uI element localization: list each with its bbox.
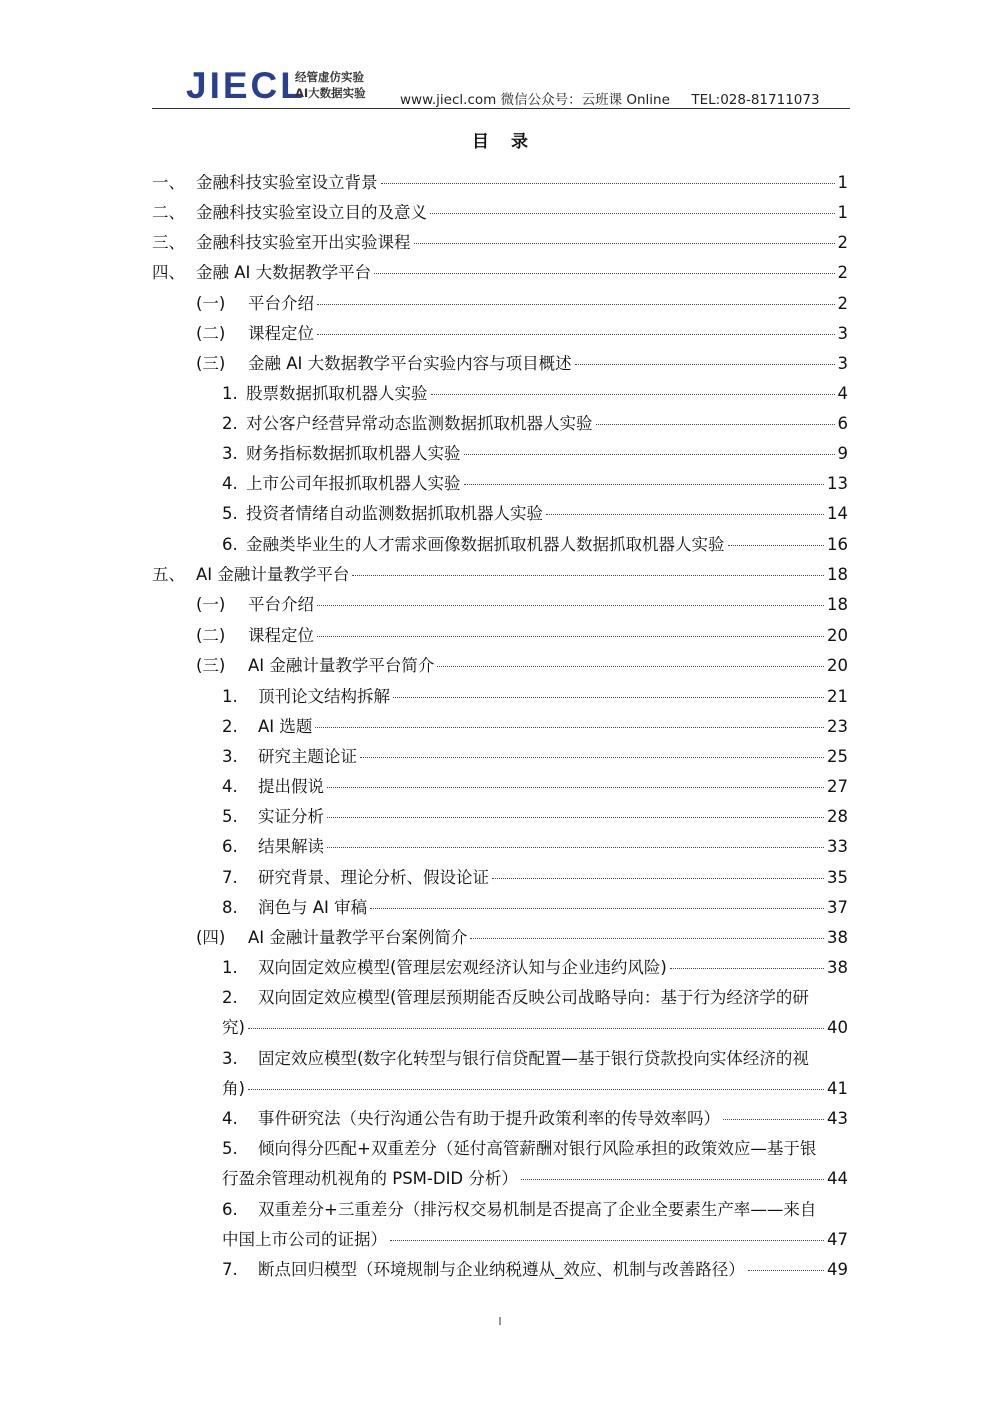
- toc-entry-text: AI 金融计量教学平台简介: [248, 656, 435, 675]
- toc-entry-number: 6.: [222, 1200, 238, 1219]
- toc-entry-number: 1.: [222, 384, 238, 403]
- logo-tagline: [295, 69, 366, 101]
- dot-leader: [248, 1089, 824, 1090]
- dot-leader: [575, 364, 835, 365]
- dot-leader: [546, 514, 824, 515]
- tagline-line-1: 经管虚仿实验: [295, 70, 364, 84]
- toc-entry-number: (二): [196, 324, 226, 343]
- toc-entry-text: AI 选题: [258, 717, 313, 736]
- toc-entry-text: 断点回归模型（环境规制与企业纳税遵从_效应、机制与改善路径）: [258, 1260, 745, 1279]
- toc-entry-text: 提出假说: [258, 777, 324, 796]
- toc-page-number: 44: [827, 1169, 848, 1188]
- toc-entry-text-continued: 角): [222, 1079, 245, 1098]
- dot-leader: [748, 1270, 824, 1271]
- toc-entry-text: 金融 AI 大数据教学平台: [196, 263, 372, 282]
- dot-leader: [381, 183, 835, 184]
- toc-page-number: 2: [837, 233, 848, 252]
- dot-leader: [723, 1119, 824, 1120]
- toc-page-number: 13: [827, 474, 848, 493]
- toc-entry-text: 平台介绍: [248, 294, 314, 313]
- toc-entry-number: 4.: [222, 1109, 238, 1128]
- toc-entry-text: 双向固定效应模型(管理层预期能否反映公司战略导向：基于行为经济学的研: [258, 988, 809, 1007]
- toc-entry-number: 3.: [222, 1049, 238, 1068]
- toc-entry-text: 顶刊论文结构拆解: [258, 687, 390, 706]
- toc-entry-text: 润色与 AI 审稿: [258, 898, 368, 917]
- dot-leader: [374, 273, 834, 274]
- toc-entry-text: 实证分析: [258, 807, 324, 826]
- page-header: [152, 62, 850, 108]
- toc-page-number: 18: [827, 595, 848, 614]
- dot-leader: [370, 908, 824, 909]
- dot-leader: [317, 334, 835, 335]
- toc-entry-number: 3.: [222, 444, 238, 463]
- toc-page-number: 1: [837, 173, 848, 192]
- toc-entry-text: 金融类毕业生的人才需求画像数据抓取机器人数据抓取机器人实验: [246, 535, 725, 554]
- toc-entry-text: 固定效应模型(数字化转型与银行信贷配置—基于银行贷款投向实体经济的视: [258, 1049, 809, 1068]
- toc-page-number: 23: [827, 717, 848, 736]
- toc-entry-text: AI 金融计量教学平台: [196, 565, 350, 584]
- dot-leader: [470, 938, 824, 939]
- dot-leader: [431, 394, 835, 395]
- dot-leader: [596, 424, 835, 425]
- dot-leader: [670, 968, 824, 969]
- toc-entry-text: 股票数据抓取机器人实验: [246, 384, 428, 403]
- toc-entry-text: 课程定位: [248, 626, 314, 645]
- toc-entry-number: (一): [196, 294, 226, 313]
- toc-page-number: 40: [827, 1018, 848, 1037]
- toc-page-number: 9: [837, 444, 848, 463]
- toc-entry-number: (三): [196, 354, 226, 373]
- toc-entry-text: AI 金融计量教学平台案例简介: [248, 928, 468, 947]
- toc-title: 目录: [472, 132, 550, 152]
- toc-entry-text: 双重差分+三重差分（排污权交易机制是否提高了企业全要素生产率——来自: [258, 1200, 817, 1219]
- dot-leader: [360, 757, 824, 758]
- toc-entry-number: 4.: [222, 777, 238, 796]
- dot-leader: [327, 817, 824, 818]
- toc-entry-text: 研究背景、理论分析、假设论证: [258, 868, 489, 887]
- toc-entry-text: 双向固定效应模型(管理层宏观经济认知与企业违约风险): [258, 958, 667, 977]
- toc-entry-number: 6.: [222, 837, 238, 856]
- toc-entry-number: 6.: [222, 535, 238, 554]
- contact-info: www.jiecl.com 微信公众号：云班课 Online TEL:028-81711073: [400, 92, 820, 108]
- toc-page-number: 37: [827, 898, 848, 917]
- dot-leader: [390, 1240, 824, 1241]
- toc-entry-number: 5.: [222, 1139, 238, 1158]
- dot-leader: [728, 545, 825, 546]
- toc-page-number: 16: [827, 535, 848, 554]
- toc-entry-number: (三): [196, 656, 226, 675]
- toc-page-number: 47: [827, 1230, 848, 1249]
- toc-entry-number: 7.: [222, 1260, 238, 1279]
- toc-entry-text: 课程定位: [248, 324, 314, 343]
- dot-leader: [521, 1179, 824, 1180]
- dot-leader: [430, 213, 835, 214]
- toc-page-number: 6: [837, 414, 848, 433]
- toc-page-number: 3: [837, 324, 848, 343]
- toc-entry-text: 倾向得分匹配+双重差分（延付高管薪酬对银行风险承担的政策效应—基于银: [258, 1139, 817, 1158]
- page-number: I: [498, 1315, 502, 1328]
- toc-page-number: 14: [827, 504, 848, 523]
- toc-entry-number: 2.: [222, 988, 238, 1007]
- toc-entry-number: 2.: [222, 414, 238, 433]
- toc-entry-number: 三、: [152, 233, 185, 252]
- toc-entry-text: 平台介绍: [248, 595, 314, 614]
- toc-entry-text: 金融科技实验室设立背景: [196, 173, 378, 192]
- toc-entry-number: 1.: [222, 687, 238, 706]
- dot-leader: [464, 454, 835, 455]
- toc-entry-number: (二): [196, 626, 226, 645]
- dot-leader: [317, 605, 824, 606]
- toc-entry-number: 5.: [222, 807, 238, 826]
- toc-page-number: 27: [827, 777, 848, 796]
- toc-entry-number: 3.: [222, 747, 238, 766]
- toc-entry-number: 4.: [222, 474, 238, 493]
- toc-entry-number: 8.: [222, 898, 238, 917]
- toc-page-number: 38: [827, 928, 848, 947]
- toc-entry-text: 金融科技实验室设立目的及意义: [196, 203, 427, 222]
- dot-leader: [464, 484, 825, 485]
- toc-page-number: 2: [837, 294, 848, 313]
- toc-page-number: 41: [827, 1079, 848, 1098]
- toc-entry-number: 二、: [152, 203, 185, 222]
- jiecl-logo: JIECL: [186, 65, 306, 106]
- toc-entry-text: 结果解读: [258, 837, 324, 856]
- dot-leader: [315, 727, 824, 728]
- toc-entry-text-continued: 中国上市公司的证据）: [222, 1230, 387, 1249]
- toc-entry-text: 事件研究法（央行沟通公告有助于提升政策利率的传导效率吗）: [258, 1109, 720, 1128]
- dot-leader: [437, 666, 824, 667]
- toc-entry-number: 2.: [222, 717, 238, 736]
- tagline-line-2: AI大数据实验: [295, 86, 366, 100]
- toc-entry-text: 金融科技实验室开出实验课程: [196, 233, 411, 252]
- toc-page-number: 35: [827, 868, 848, 887]
- toc-entry-number: 一、: [152, 173, 185, 192]
- dot-leader: [352, 575, 824, 576]
- toc-page-number: 28: [827, 807, 848, 826]
- toc-page-number: 3: [837, 354, 848, 373]
- dot-leader: [393, 697, 824, 698]
- toc-page-number: 33: [827, 837, 848, 856]
- dot-leader: [414, 243, 835, 244]
- toc-entry-number: 五、: [152, 565, 185, 584]
- header-divider: [152, 108, 850, 109]
- toc-entry-text: 金融 AI 大数据教学平台实验内容与项目概述: [248, 354, 572, 373]
- toc-page-number: 20: [827, 656, 848, 675]
- toc-page-number: 49: [827, 1260, 848, 1279]
- dot-leader: [317, 636, 824, 637]
- toc-entry-number: (四): [196, 928, 226, 947]
- dot-leader: [492, 878, 824, 879]
- dot-leader: [327, 787, 824, 788]
- toc-entry-text-continued: 究): [222, 1018, 245, 1037]
- toc-entry-number: 1.: [222, 958, 238, 977]
- toc-page-number: 20: [827, 626, 848, 645]
- toc-entry-text-continued: 行盈余管理动机视角的 PSM-DID 分析）: [222, 1169, 518, 1188]
- toc-entry-number: (一): [196, 595, 226, 614]
- dot-leader: [248, 1028, 824, 1029]
- toc-page-number: 25: [827, 747, 848, 766]
- dot-leader: [317, 304, 835, 305]
- toc-entry-text: 研究主题论证: [258, 747, 357, 766]
- toc-entry-text: 投资者情绪自动监测数据抓取机器人实验: [246, 504, 543, 523]
- toc-page-number: 18: [827, 565, 848, 584]
- toc-page-number: 2: [837, 263, 848, 282]
- toc-entry-text: 上市公司年报抓取机器人实验: [246, 474, 461, 493]
- toc-entry-text: 对公客户经营异常动态监测数据抓取机器人实验: [246, 414, 593, 433]
- toc-page-number: 4: [837, 384, 848, 403]
- toc-entry-number: 四、: [152, 263, 185, 282]
- toc-entry-text: 财务指标数据抓取机器人实验: [246, 444, 461, 463]
- toc-page-number: 1: [837, 203, 848, 222]
- toc-entry-number: 7.: [222, 868, 238, 887]
- toc-page-number: 43: [827, 1109, 848, 1128]
- toc-page-number: 38: [827, 958, 848, 977]
- toc-entry-number: 5.: [222, 504, 238, 523]
- toc-page-number: 21: [827, 687, 848, 706]
- dot-leader: [327, 847, 824, 848]
